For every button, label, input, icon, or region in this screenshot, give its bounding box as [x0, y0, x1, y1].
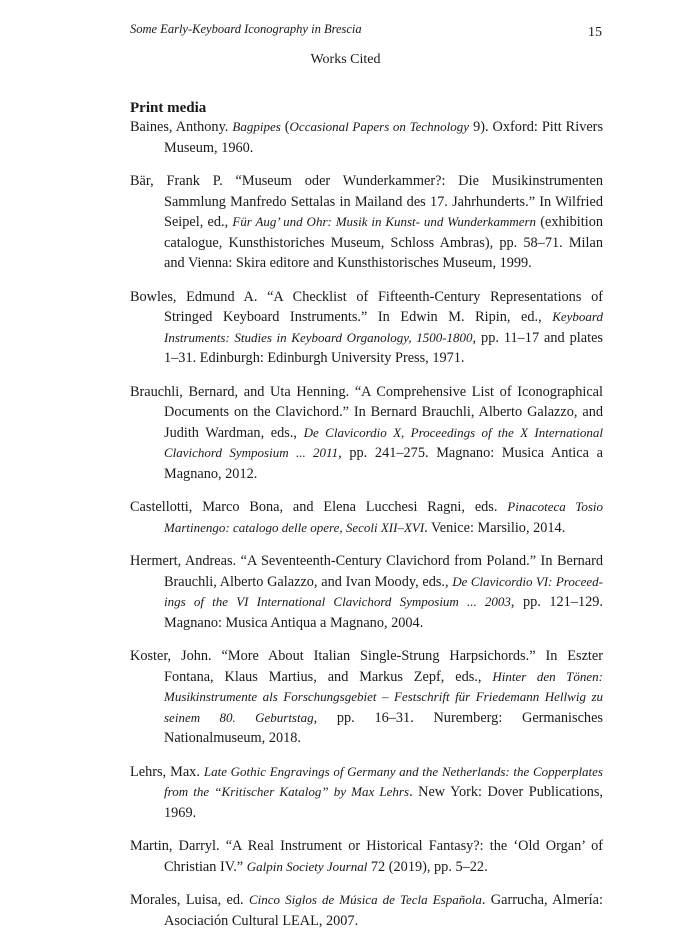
- entry-title: De Clavicordio VI: Proceedings of the VI International Clavichord Symposium ... 2003: [164, 573, 603, 609]
- entry-text: Bowles, Edmund A. “A Checklist of Fifteenth-Century Representations of Stringed Keyboard Instruments.” In Edwin M. Ripin, ed.,: [130, 288, 603, 325]
- running-head: Some Early-Keyboard Iconography in Brescia: [130, 22, 362, 36]
- entry-text: (exhibition catalogue, Kunsthistoriches Museum, Schloss Ambras), pp. 58–71. Milan and Vienna: Skira editore and Kunsthistorisches Museum, 1999.: [164, 214, 603, 271]
- entry-title: Pinacoteca Tosio Martinengo: catalogo delle opere, Secoli XII–XVI: [164, 499, 603, 535]
- entry-text: 72 (2019), pp. 5–22.: [367, 858, 488, 875]
- section-title: Works Cited: [310, 52, 381, 67]
- entry-title: Late Gothic Engravings of Germany and the Netherlands: the Copperplates from the “Kritischer Katalog” by Max Lehrs: [164, 763, 603, 799]
- entry-title: Bagpipes: [232, 119, 281, 134]
- entry-text: 9). Oxford: Pitt Rivers Museum, 1960.: [164, 119, 604, 156]
- entry-text: Hermert, Andreas. “A Seventeenth-Century Clavichord from Poland.” In Bernard Brauchli, Alberto Galazzo, and Ivan Moody, eds.,: [130, 553, 603, 590]
- entry-text: Koster, John. “More About Italian Single-Strung Harpsichords.” In Eszter Fontana, Klaus Martius, and Markus Zepf, eds.,: [130, 648, 603, 685]
- bibliography-entry: [130, 171, 603, 274]
- entry-title: Keyboard Instruments: Studies in Keyboard Organology, 1500-1800: [164, 309, 603, 345]
- entry-title: Für Aug’ und Ohr: Musik in Kunst- und Wunderkammern: [232, 214, 537, 229]
- subheading: Print media: [130, 100, 207, 116]
- entry-text: Baines, Anthony.: [130, 119, 233, 135]
- entry-series: Occasional Papers on Technology: [289, 119, 470, 134]
- bibliography-list: [130, 117, 603, 931]
- entry-text: . New York: Dover Publications, 1969.: [164, 784, 603, 821]
- bibliography-entry: [130, 117, 603, 158]
- entry-text: Morales, Luisa, ed.: [130, 892, 249, 908]
- bibliography-entry: [130, 497, 603, 538]
- entry-text: Lehrs, Max.: [130, 763, 204, 780]
- bibliography-entry: [130, 551, 603, 633]
- bibliography-entry: [130, 762, 603, 824]
- entry-text: (: [280, 119, 290, 135]
- entry-text: Martin, Darryl. “A Real Instrument or Historical Fantasy?: the ‘Old Organ’ of Christian IV.”: [130, 838, 603, 875]
- entry-text: , pp. 11–17 and plates 1–31. Edinburgh: Edinburgh University Press, 1971.: [164, 329, 603, 366]
- bibliography-entry: [130, 646, 603, 749]
- entry-text: Brauchli, Bernard, and Uta Henning. “A Comprehensive List of Iconographical Documents on the Clavichord.” In Bernard Brauchli, Alberto Galazzo, and Judith Wardman, eds.,: [130, 383, 603, 441]
- bibliography-entry: [130, 382, 603, 485]
- entry-title: De Clavicordio X, Proceedings of the X International Clavichord Symposium ... 2011: [164, 424, 604, 460]
- entry-text: , pp. 241–275. Magnano: Musica Antica a Magnano, 2012.: [164, 445, 604, 482]
- bibliography-entry: [130, 287, 603, 369]
- entry-text: Bär, Frank P. “Museum oder Wunderkammer?: Die Musikinstrumenten Sammlung Manfredo Settalas in Mailand des 17. Jahrhunderts.” In Wilfried Seipel, ed.,: [130, 173, 603, 230]
- entry-text: , pp. 121–129. Magnano: Musica Antiqua a Magnano, 2004.: [164, 594, 603, 631]
- entry-text: . Garrucha, Almería: Asociación Cultural LEAL, 2007.: [164, 892, 603, 929]
- entry-title: Hinter den Tönen: Musikinstrumente als Forschungsgebiet – Festschrift für Friedemann Hellwig zu seinem 80. Geburtstag: [164, 668, 603, 725]
- entry-title: Galpin Society Journal: [246, 858, 368, 874]
- bibliography-entry: [130, 836, 603, 877]
- entry-title: Cinco Siglos de Música de Tecla Española: [249, 892, 482, 907]
- entry-text: . Venice: Marsilio, 2014.: [424, 519, 566, 536]
- page-number: 15: [588, 25, 602, 40]
- entry-text: Castellotti, Marco Bona, and Elena Lucchesi Ragni, eds.: [130, 499, 508, 515]
- entry-text: , pp. 16–31. Nuremberg: Germanisches Nationalmuseum, 2018.: [164, 709, 603, 746]
- bibliography-entry: [130, 890, 603, 931]
